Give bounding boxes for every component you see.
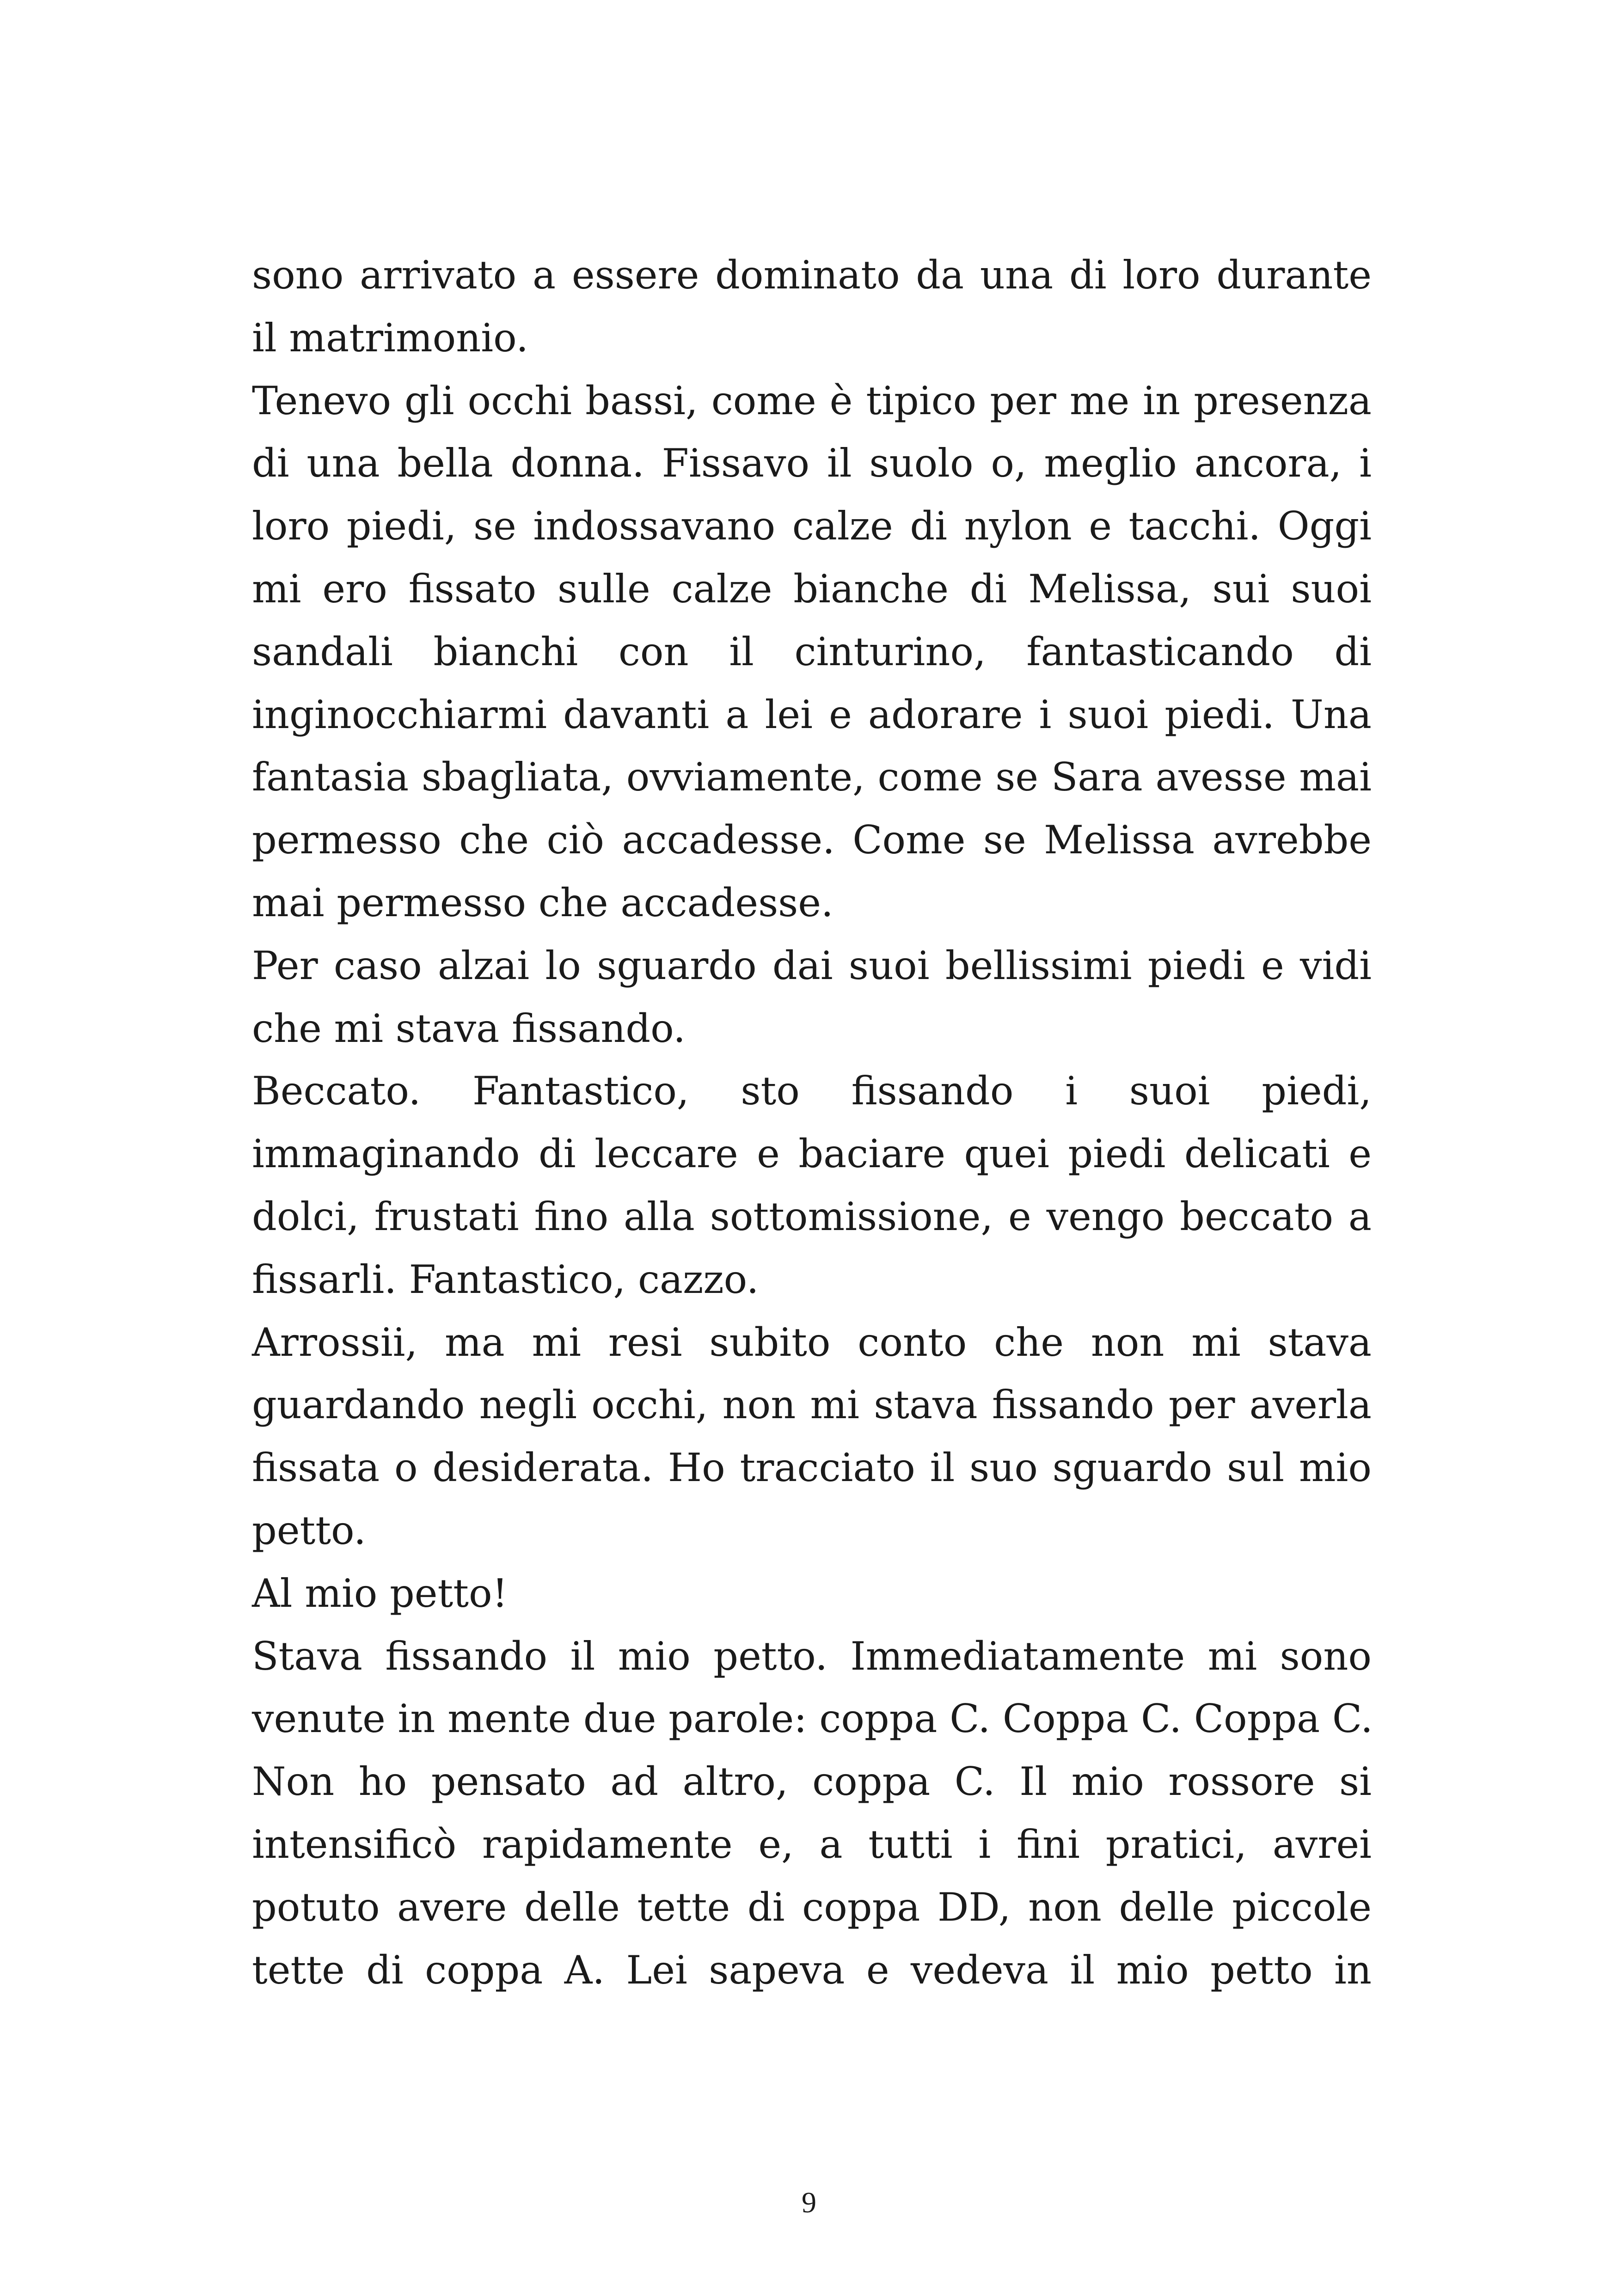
text-line: Non ho pensato ad altro, coppa C. Il mio rossore si bbox=[252, 1759, 1372, 1805]
text-line: guardando negli occhi, non mi stava fissando per averla bbox=[252, 1382, 1372, 1428]
text-line: fantasia sbagliata, ovviamente, come se Sara avesse mai bbox=[252, 754, 1372, 800]
text-line: petto. bbox=[252, 1507, 366, 1553]
text-line: immaginando di leccare e baciare quei piedi delicati e bbox=[252, 1131, 1372, 1177]
text-line: fissarli. Fantastico, cazzo. bbox=[252, 1256, 759, 1302]
text-line: dolci, frustati fino alla sottomissione, e vengo beccato a bbox=[252, 1194, 1372, 1239]
text-line: permesso che ciò accadesse. Come se Melissa avrebbe bbox=[252, 817, 1372, 863]
body-text bbox=[252, 244, 1372, 2002]
text-line: Beccato. Fantastico, sto fissando i suoi piedi, bbox=[252, 1068, 1372, 1114]
text-line: fissata o desiderata. Ho tracciato il suo sguardo sul mio bbox=[252, 1445, 1372, 1491]
text-line: mi ero fissato sulle calze bianche di Melissa, sui suoi bbox=[252, 566, 1372, 612]
text-line: che mi stava fissando. bbox=[252, 1005, 686, 1051]
text-line: il matrimonio. bbox=[252, 315, 528, 361]
text-line: loro piedi, se indossavano calze di nylon e tacchi. Oggi bbox=[252, 503, 1372, 549]
text-line: Arrossii, ma mi resi subito conto che non mi stava bbox=[252, 1319, 1372, 1365]
text-line: di una bella donna. Fissavo il suolo o, meglio ancora, i bbox=[252, 441, 1372, 486]
text-line: sandali bianchi con il cinturino, fantasticando di bbox=[252, 629, 1372, 674]
text-line: intensificò rapidamente e, a tutti i fini pratici, avrei bbox=[252, 1821, 1372, 1867]
text-line: tette di coppa A. Lei sapeva e vedeva il mio petto in bbox=[252, 1947, 1372, 1993]
text-line: Tenevo gli occhi bassi, come è tipico per me in presenza bbox=[252, 378, 1372, 423]
text-line: potuto avere delle tette di coppa DD, non delle piccole bbox=[252, 1884, 1372, 1930]
text-line: inginocchiarmi davanti a lei e adorare i suoi piedi. Una bbox=[252, 692, 1372, 737]
text-line: venute in mente due parole: coppa C. Coppa C. Coppa C. bbox=[252, 1696, 1373, 1742]
text-line: Stava fissando il mio petto. Immediatamente mi sono bbox=[252, 1633, 1372, 1679]
text-line: Per caso alzai lo sguardo dai suoi bellissimi piedi e vidi bbox=[252, 943, 1372, 988]
text-line: mai permesso che accadesse. bbox=[252, 880, 834, 925]
page-number: 9 bbox=[802, 2186, 816, 2219]
text-line: Al mio petto! bbox=[252, 1570, 508, 1616]
text-line: sono arrivato a essere dominato da una di loro durante bbox=[252, 252, 1372, 298]
